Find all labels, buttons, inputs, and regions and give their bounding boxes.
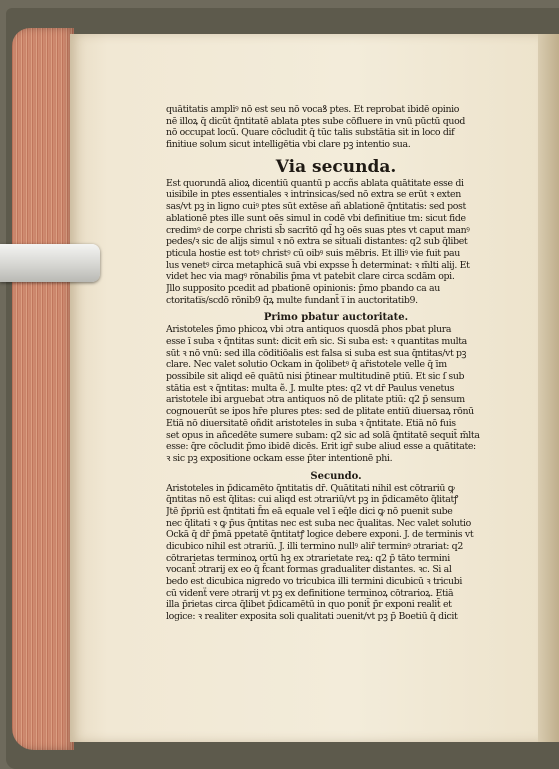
text-line: esse: q̄re cōcludit p̄mo ibidē dicēs. Erit igr̄ sube aliud esse a quātitate: — [166, 441, 476, 453]
text-line: ꝛ sic pꝫ expositione ockam esse p̄ter intentionē phi. — [166, 452, 393, 464]
text-line: Jllo supposito pcedit ad pbationē opinionis: p̄mo pbando ca au — [166, 282, 440, 294]
text-line: ablationē ptes ille sunt oēs simul in codē vbi definitiue tm: sicut fide — [166, 212, 466, 224]
paragraph-block2 — [166, 178, 506, 307]
text-line: Etiā nō diuersitatē oñdit aristoteles in suba ꝛ q̄ntitate. Etiā nō fuis — [166, 417, 456, 429]
text-line: dicubico nihil est ɔtrariū. J. illi termino nullꝰ alir̄ terminꝰ ɔtrariat: q2 — [166, 541, 463, 552]
text-line: pedes/ꝛ sic de alijs simul ꝛ nō extra se situali distantes: q2 sub q̄libet — [166, 236, 468, 248]
page-marker-tab[interactable] — [0, 244, 100, 282]
text-line: quātitatis ampliꝰ nō est seu nō vocaꝸ ptes. Et reprobat ibidē opinio — [166, 104, 460, 115]
text-line: cōtrarietas terminoꝝ ortū hꝫ ex ɔtrarietate reꝝ: q2 p̄ tāto termini — [166, 552, 450, 564]
paragraph-block3 — [166, 324, 506, 464]
text-line: cū videnẗ vere ɔtrarij vt pꝫ ex definitione terminoꝝ cōtrarioꝝ. Etiā — [166, 587, 454, 599]
text-line: nō occupat locū. Quare cōcludit q̄ tūc talis substātia sit in loco dif — [166, 127, 455, 139]
text-line: aristotele ibi arguebat ɔtra antiquos nō de plitate ptiū: q2 p̄ sensum — [166, 394, 465, 406]
text-line: sas/vt pꝫ in ligno cuiꝰ ptes sūt extēse añ ablationē q̄ntitatis: sed post — [166, 201, 466, 213]
page-gutter — [538, 34, 559, 742]
text-line: lus venetꝰ circa metaphicā suā vbi expsse h̄ determinat: ꝛ m̄lti alij. Et — [166, 259, 470, 271]
text-line: stātia est ꝛ q̄ntitas: multa ẽ. J. multe ptes: q2 vt dr̄ Paulus venetus — [166, 382, 455, 394]
subheading-secundo: Secundo. — [310, 470, 362, 482]
text-line: logice: ꝛ realiter exposita soli qualitati ɔuenit/vt pꝫ p̄ Boetiū q̄ dicit — [166, 611, 458, 623]
paragraph-block4 — [166, 483, 506, 623]
text-line: bedo est dicubica nigredo vo tricubica illi termini dicubicū ꝛ tricubi — [166, 576, 463, 588]
text-line: q̄ntitas nō est q̄litas: cui aliqd est ɔtrariū/vt pꝫ in p̄dicamēto q̄litatꝭ — [166, 494, 458, 506]
text-line: esse ī suba ꝛ q̄ntitas sunt: dicit em̄ sic. Si suba est: ꝛ quantitas multa — [166, 336, 467, 347]
section-title: Via secunda. — [275, 156, 397, 177]
text-line: ctoritati̅s/scdō rōnib9 q̄ꝝ multe fundant̄ i̅ in auctoritatib9. — [166, 294, 418, 306]
text-line: illa p̄rietas circa q̄libet p̄dicamētū in quo ponit̄ p̄r exponi realit̄ et — [166, 599, 452, 611]
text-line: credimꝰ de corpe christi sb̄ sacrītō qd̄ hꝫ oēs suas ptes vt caput manꝰ — [166, 224, 470, 236]
text-line: uisibile in ptes essentiales ꝛ intrinsicas/sed nō extra se erūt ꝛ exten — [166, 189, 461, 201]
text-line: videt hec via magꝰ rōnabilis p̄ma vt patebit clare circa scdām opi. — [166, 271, 455, 283]
subheading-primo: Primo pbatur auctoritate. — [263, 312, 409, 324]
text-line: Ockā q̄ dr̄ p̄mā ppetatē q̄ntitatꝭ logice debere exponi. J. de terminis vt — [166, 529, 474, 541]
text-line: Aristoteles p̄mo phicoꝝ vbi ɔtra antiquos quosdā phos pbat plura — [166, 324, 452, 336]
text-line: pticula hostie est totꝰ christꝰ cū oibꝰ suis mēbris. Et illiꝰ vie fuit pau — [166, 247, 460, 259]
text-line: Jtē p̄priū est q̄ntitati f̄m eā equale vel ī eq̄le dici ꝙ nō puenit sube — [166, 505, 453, 517]
text-line: Aristoteles in p̄dicamēto q̄ntitatis dr̄. Quātitati nihil est cōtrariū ꝙ — [166, 482, 455, 494]
book-fore-edge — [12, 28, 74, 750]
text-line: sūt ꝛ nō vnū: sed illa cōditiōalis est falsa si suba est sua q̄ntitas/vt pꝫ — [166, 347, 467, 359]
text-line: possibile sit aliqd eē quātū nisi p̄tinear multitudinē ptiū. Et sic ſ sub — [166, 371, 465, 383]
text-line: finitiue solum sicut intelligētia vbi clare pꝫ intentio sua. — [166, 139, 411, 151]
text-line: nec q̄litati ꝛ ꝙ p̄us q̄ntitas nec est suba nec q̄ualitas. Nec valet solutio — [166, 517, 471, 529]
text-line: cognouerūt se ipos hr̄e plures ptes: sed de plitate entiū diuersaꝝ rōnū — [166, 406, 474, 418]
text-line: clare. Nec valet solutio Ockam in q̄olibetꝰ q̄ ar̄istotele velle q̄ īm — [166, 359, 447, 371]
text-line: vocant̄ ɔtrarij ex eo q̄ f̄cant formas gradualiter distantes. ꝛc. Si al — [166, 564, 452, 576]
text-column — [166, 104, 506, 628]
paragraph-block1 — [166, 104, 506, 151]
text-line: set opus in añcedēte sumere subam: q2 sic ad solā q̄ntitatē sequit̄ m̄lta — [166, 429, 480, 441]
text-line: Est quorundā alioꝝ dicentiū quantū p accñs ablata quātitate esse di — [166, 177, 464, 189]
text-line: nē illoꝝ q̄ dicūt q̄ntitatē ablata ptes sube cōfluere in vnū pūctū quod — [166, 115, 466, 127]
